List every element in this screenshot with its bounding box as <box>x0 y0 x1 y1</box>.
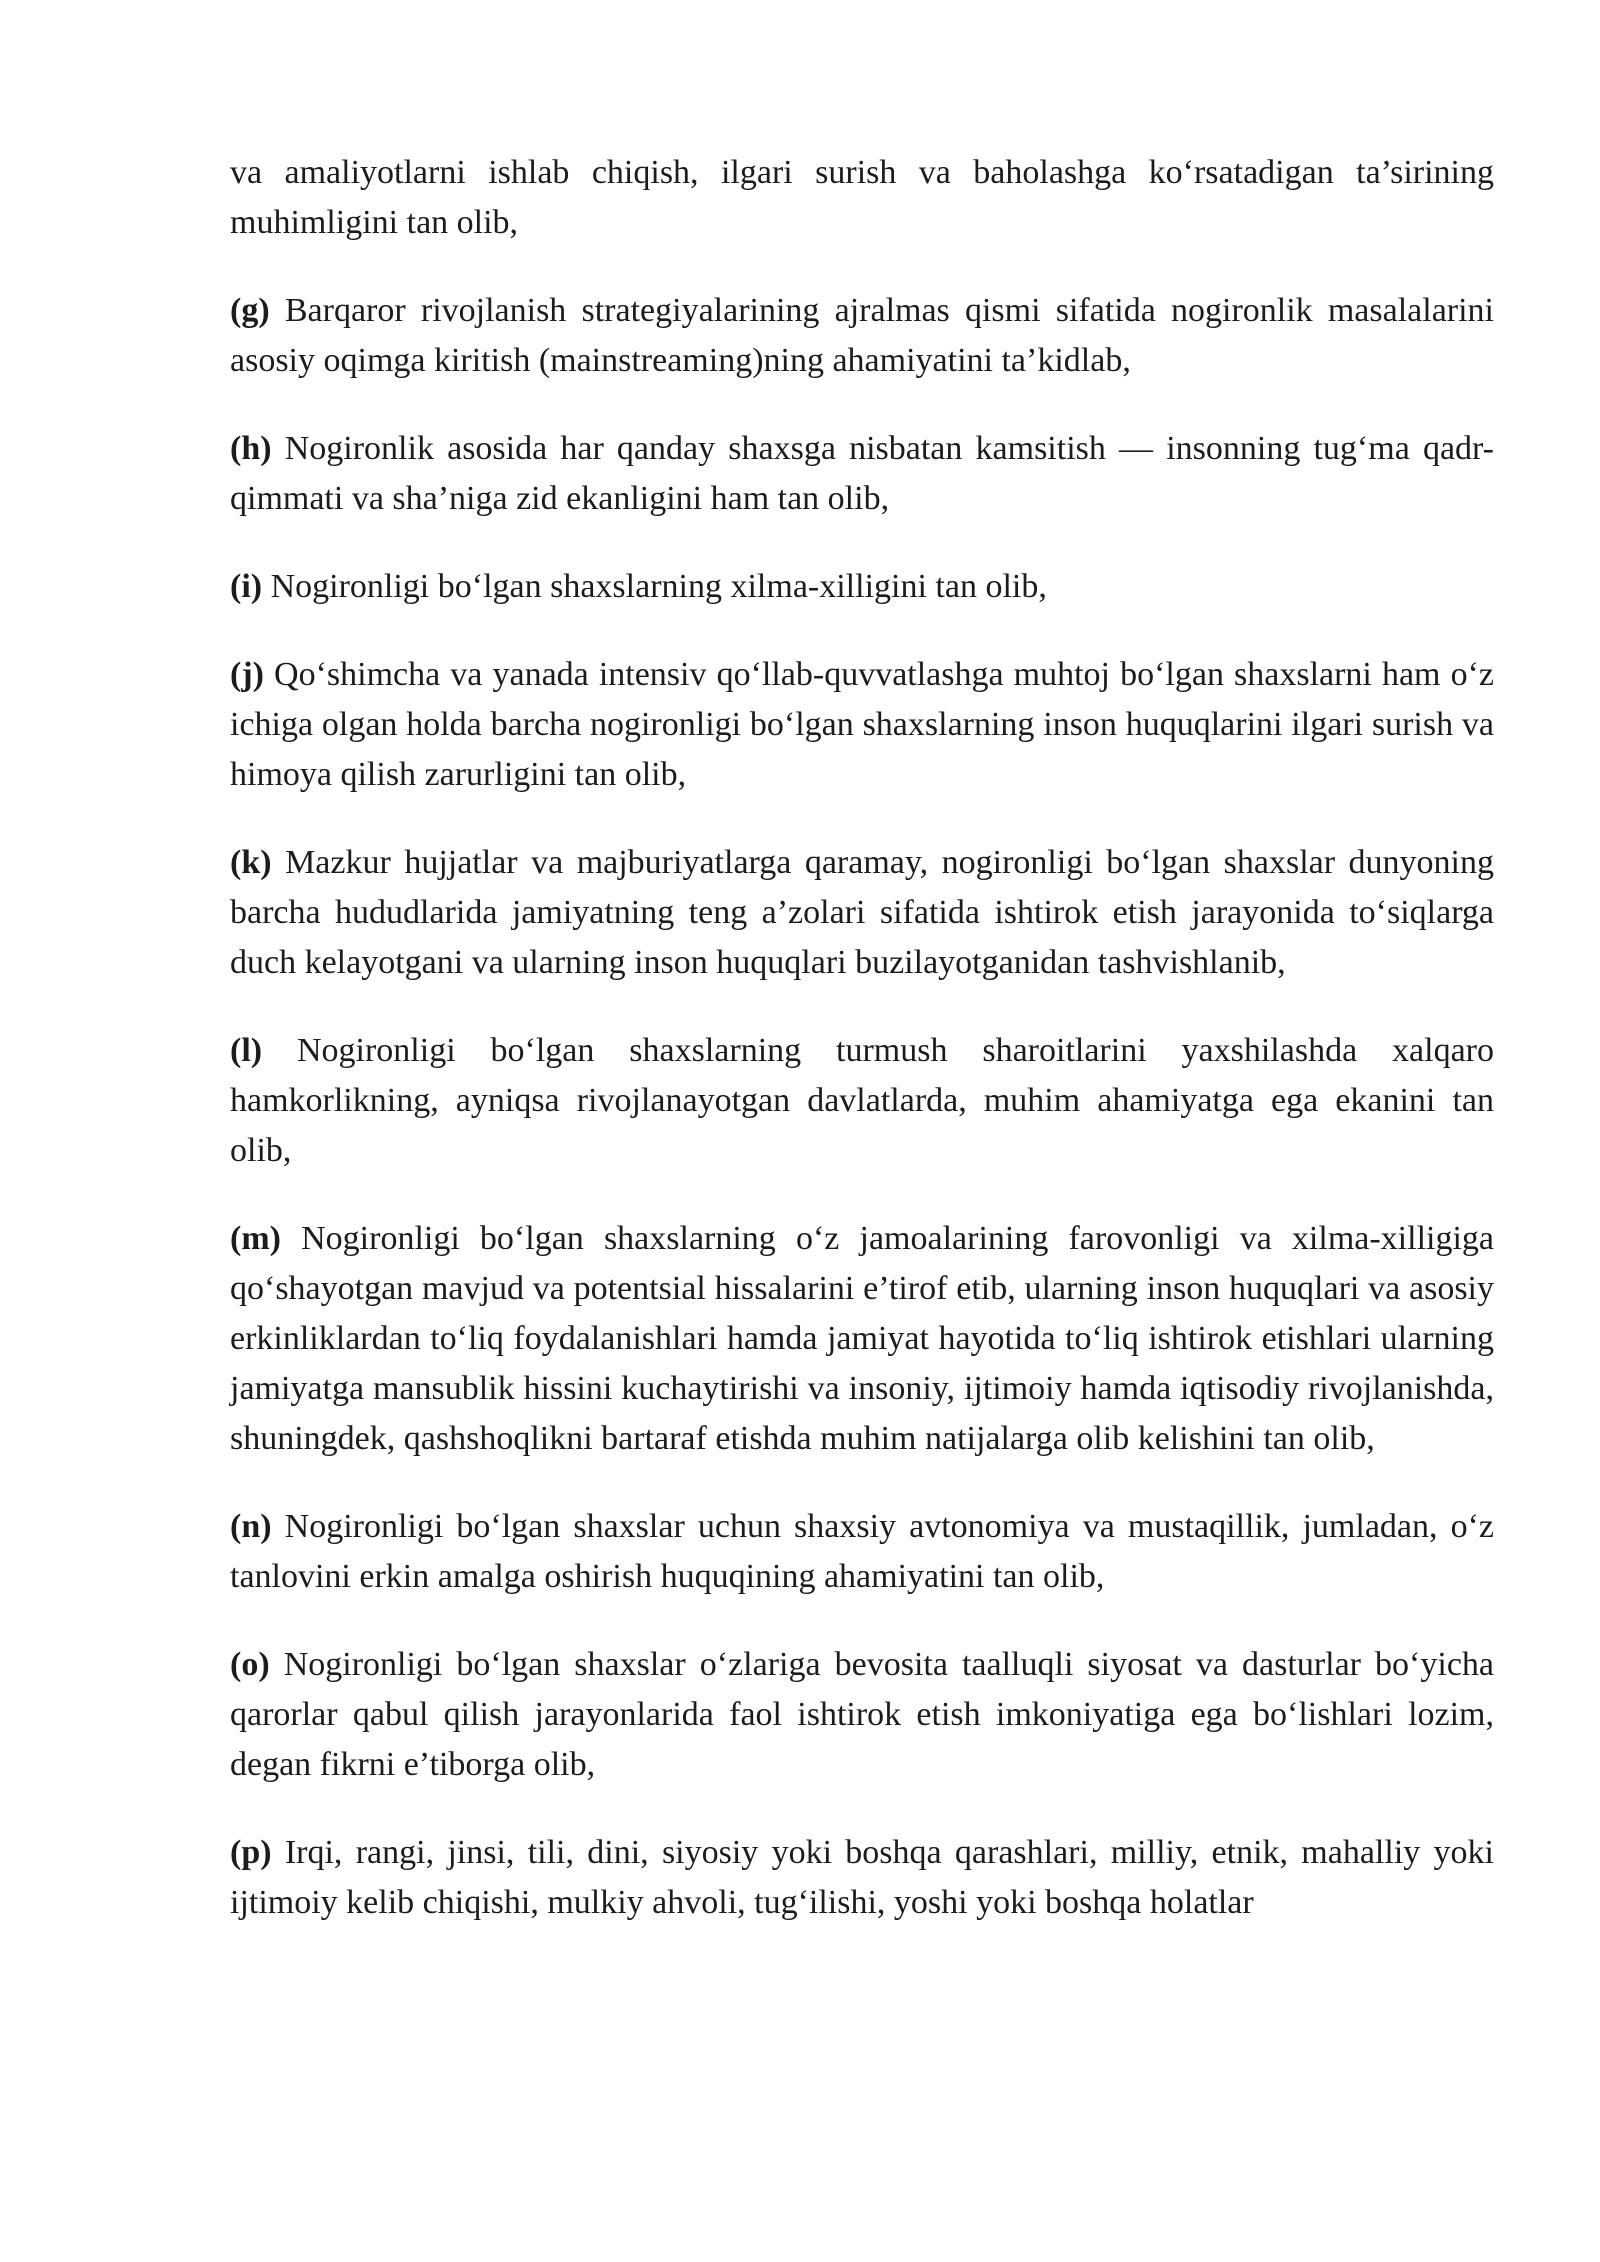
paragraph-p <box>230 1828 1494 1928</box>
paragraph-label: (g) <box>230 292 270 329</box>
paragraph-m <box>230 1214 1494 1464</box>
paragraph-label: (m) <box>230 1220 281 1257</box>
paragraph-text: Nogironligi bo‘lgan shaxslarning o‘z jamoalarining farovonligi va xilma-xilligiga qo‘shayotgan mavjud va potentsial hissalarini e’tirof etib, ularning inson huquqlari va asosiy erkinliklardan to‘liq foydalanishlari hamda jamiyat hayotida to‘liq ishtirok etishlari ularning jamiyatga mansublik hissini kuchaytirishi va insoniy, ijtimoiy hamda iqtisodiy rivojlanishda, shuningdek, qashshoqlikni bartaraf etishda muhim natijalarga olib kelishini tan olib, <box>230 1220 1495 1457</box>
paragraph-text: Mazkur hujjatlar va majburiyatlarga qaramay, nogironligi bo‘lgan shaxslar dunyoning barcha hududlarida jamiyatning teng a’zolari sifatida ishtirok etish jarayonida to‘siqlarga duch kelayotgani va ularning inson huquqlari buzilayotganidan tashvishlanib, <box>230 844 1495 981</box>
paragraph-label: (n) <box>230 1508 272 1545</box>
paragraph-label: (h) <box>230 430 272 467</box>
paragraph-text: Qo‘shimcha va yanada intensiv qo‘llab-quvvatlashga muhtoj bo‘lgan shaxslarni ham o‘z ichiga olgan holda barcha nogironligi bo‘lgan shaxslarning inson huquqlarini ilgari surish va himoya qilish zarurligini tan olib, <box>230 656 1494 793</box>
paragraph-label: (p) <box>230 1834 272 1871</box>
document-page <box>230 148 1494 1966</box>
paragraph-g <box>230 286 1494 386</box>
paragraph-continuation <box>230 148 1494 248</box>
paragraph-text: Nogironlik asosida har qanday shaxsga nisbatan kamsitish — insonning tug‘ma qadr-qimmati va sha’niga zid ekanligini ham tan olib, <box>230 430 1494 517</box>
paragraph-text: Barqaror rivojlanish strategiyalarining ajralmas qismi sifatida nogironlik masalalarini asosiy oqimga kiritish (mainstreaming)ning ahamiyatini ta’kidlab, <box>230 292 1495 379</box>
paragraph-k <box>230 838 1494 988</box>
paragraph-n <box>230 1502 1494 1602</box>
paragraph-label: (i) <box>230 568 263 605</box>
paragraph-h <box>230 424 1494 524</box>
paragraph-text: Nogironligi bo‘lgan shaxslar uchun shaxsiy avtonomiya va mustaqillik, jumladan, o‘z tanlovini erkin amalga oshirish huquqining ahamiyatini tan olib, <box>230 1508 1494 1595</box>
paragraph-text: Nogironligi bo‘lgan shaxslarning turmush sharoitlarini yaxshilashda xalqaro hamkorlikning, ayniqsa rivojlanayotgan davlatlarda, muhim ahamiyatga ega ekanini tan olib, <box>230 1032 1494 1169</box>
paragraph-label: (l) <box>230 1032 263 1069</box>
paragraph-i <box>230 562 1494 612</box>
paragraph-o <box>230 1640 1494 1790</box>
paragraph-text: Nogironligi bo‘lgan shaxslarning xilma-xilligini tan olib, <box>270 568 1047 605</box>
paragraph-label: (k) <box>230 844 272 881</box>
paragraph-l <box>230 1026 1494 1176</box>
paragraph-text: Nogironligi bo‘lgan shaxslar o‘zlariga bevosita taalluqli siyosat va dasturlar bo‘yicha qarorlar qabul qilish jarayonlarida faol ishtirok etish imkoniyatiga ega bo‘lishlari lozim, degan fikrni e’tiborga olib, <box>230 1646 1494 1783</box>
paragraph-label: (o) <box>230 1646 270 1683</box>
paragraph-label: (j) <box>230 656 264 693</box>
paragraph-text: Irqi, rangi, jinsi, tili, dini, siyosiy yoki boshqa qarashlari, milliy, etnik, mahalliy yoki ijtimoiy kelib chiqishi, mulkiy ahvoli, tug‘ilishi, yoshi yoki boshqa holatlar <box>230 1834 1494 1921</box>
paragraph-j <box>230 650 1494 800</box>
paragraph-text: va amaliyotlarni ishlab chiqish, ilgari surish va baholashga ko‘rsatadigan ta’sirining muhimligini tan olib, <box>230 154 1494 241</box>
